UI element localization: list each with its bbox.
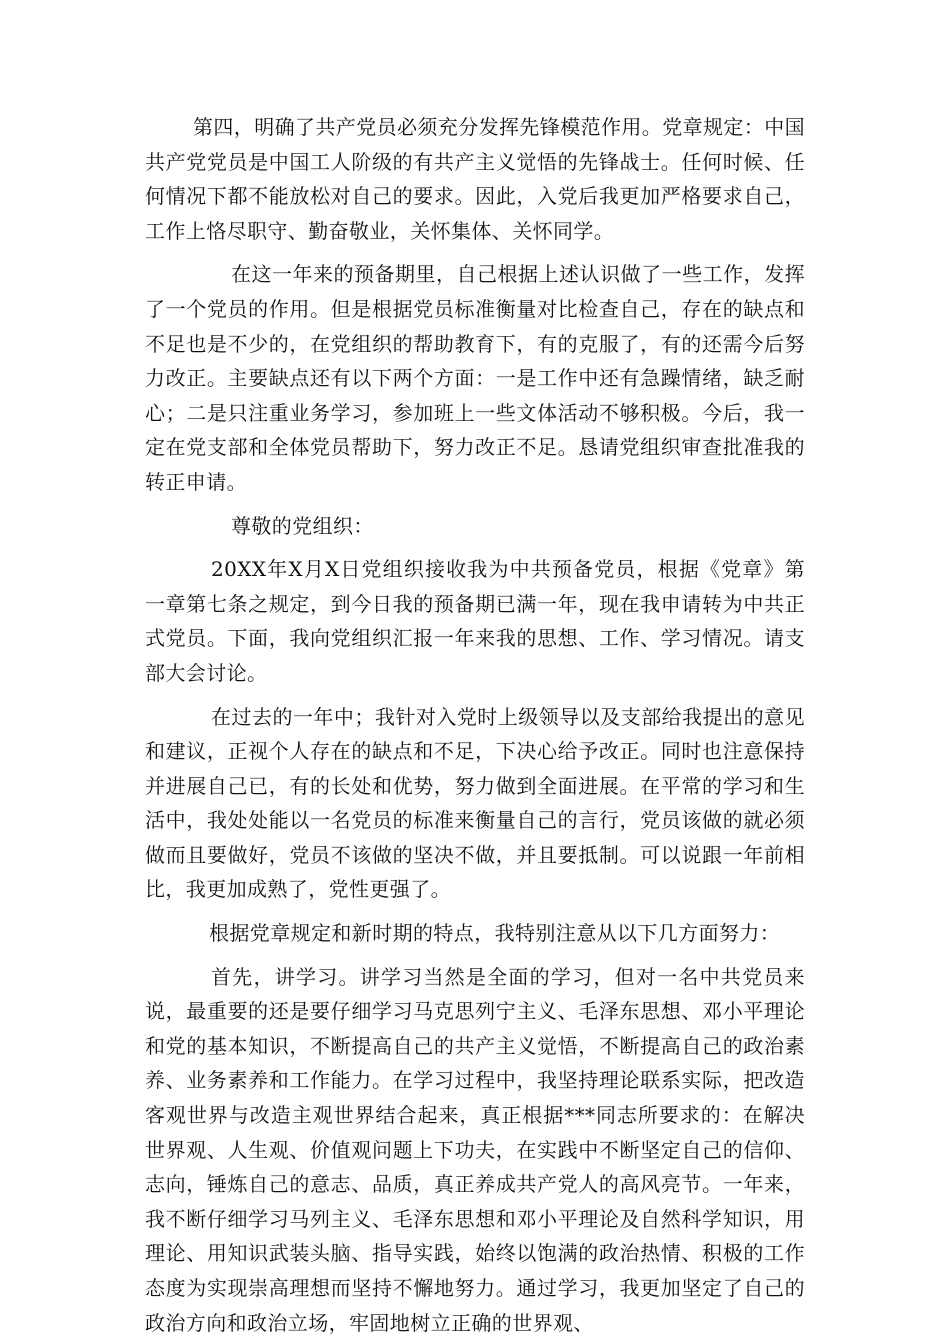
paragraph-6: 首先，讲学习。讲学习当然是全面的学习，但对一名中共党员来说，最重要的还是要仔细学习马克思列宁主义、毛泽东思想、邓小平理论和党的基本知识，不断提高自己的共产主义觉悟，不断提高自己的政治素养、业务素养和工作能力。在学习过程中，我坚持理论联系实际，把改造客观世界与改造主观世界结合起来，真正根据***同志所要求的：在解决世界观、人生观、价值观问题上下功夫，在实践中不断坚定自己的信仰、志向，锤炼自己的意志、品质，真正养成共产党人的高风亮节。一年来，我不断仔细学习马列主义、毛泽东思想和邓小平理论及自然科学知识，用理论、用知识武装头脑、指导实践，始终以饱满的政治热情、积极的工作态度为实现崇高理想而坚持不懈地努力。通过学习，我更加坚定了自己的政治方向和政治立场，牢固地树立正确的世界观、 — [145, 964, 805, 1335]
document-body — [145, 110, 805, 1340]
paragraph-gap — [145, 248, 805, 257]
paragraph-1: 第四，明确了共产党员必须充分发挥先锋模范作用。党章规定：中国共产党党员是中国工人阶级的有共产主义觉悟的先锋战士。任何时候、任何情况下都不能放松对自己的要求。因此，入党后我更加严格要求自己，工作上恪尽职守、勤奋敬业，关怀集体、关怀同学。 — [145, 115, 805, 243]
salutation: 尊敬的党组织： — [231, 513, 374, 538]
paragraph-gap — [145, 543, 805, 552]
paragraph-gap — [145, 907, 805, 916]
paragraph-3: 20XX年X月X日党组织接收我为中共预备党员，根据《党章》第一章第七条之规定，到今日我的预备期已满一年，现在我申请转为中共正式党员。下面，我向党组织汇报一年来我的思想、工作、学习情况。请支部大会讨论。 — [145, 557, 805, 685]
paragraph-5: 根据党章规定和新时期的特点，我特别注意从以下几方面努力： — [209, 921, 781, 946]
paragraph-gap — [145, 951, 805, 960]
paragraph-2: 在这一年来的预备期里，自己根据上述认识做了一些工作，发挥了一个党员的作用。但是根据党员标准衡量对比检查自己，存在的缺点和不足也是不少的，在党组织的帮助教育下，有的克服了，有的还需今后努力改正。主要缺点还有以下两个方面：一是工作中还有急躁情绪，缺乏耐心；二是只注重业务学习，参加班上一些文体活动不够积极。今后，我一定在党支部和全体党员帮助下，努力改正不足。恳请党组织审查批准我的转正申请。 — [145, 262, 805, 494]
paragraph-4: 在过去的一年中；我针对入党时上级领导以及支部给我提出的意见和建议，正视个人存在的缺点和不足，下决心给予改正。同时也注意保持并进展自己已，有的长处和优势，努力做到全面进展。在平常的学习和生活中，我处处能以一名党员的标准来衡量自己的言行，党员该做的就必须做而且要做好，党员不该做的坚决不做，并且要抵制。可以说跟一年前相比，我更加成熟了，党性更强了。 — [145, 704, 805, 902]
paragraph-gap — [145, 500, 805, 509]
paragraph-gap — [145, 691, 805, 700]
